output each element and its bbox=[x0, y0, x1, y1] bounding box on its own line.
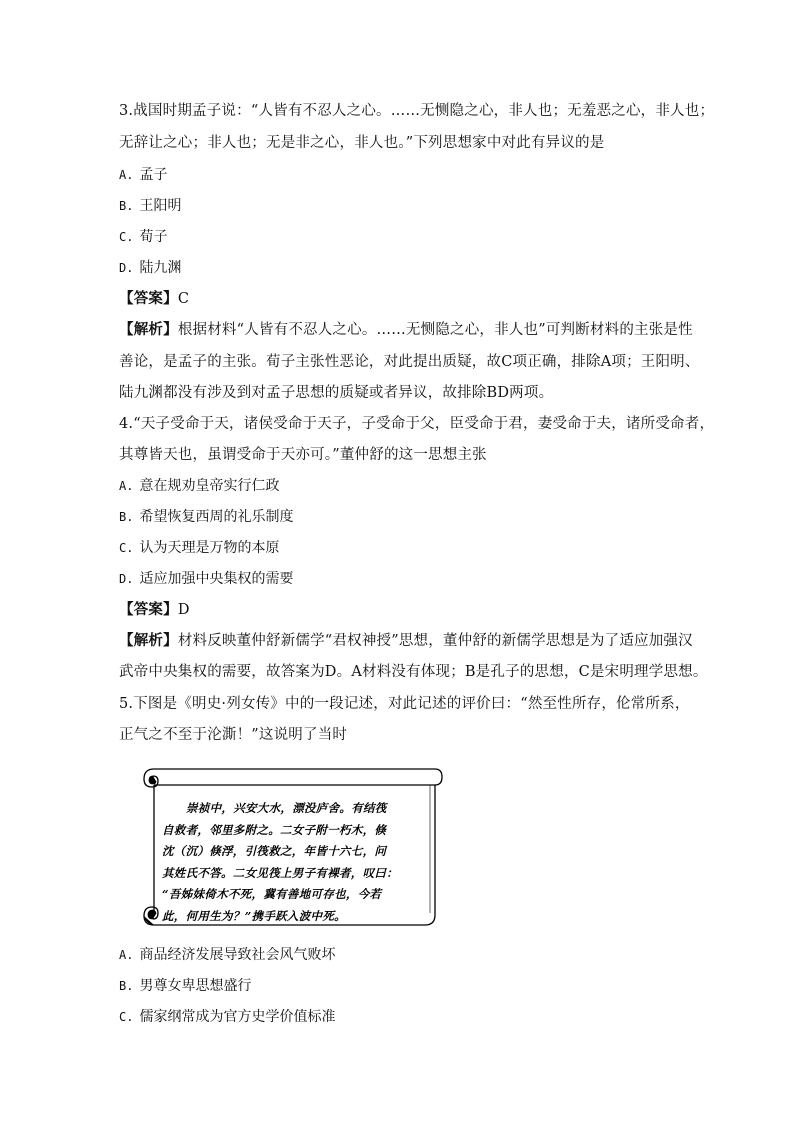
q3-option-c bbox=[119, 227, 167, 247]
scroll-line: “吾姊妹倚木不死，冀有善地可存也，今若 bbox=[162, 887, 382, 901]
analysis-text: 材料反映董仲舒新儒学“君权神授”思想，董仲舒的新儒学思想是为了适应加强汉 bbox=[177, 633, 693, 649]
q5-option-a bbox=[119, 945, 335, 965]
option-letter: A. bbox=[119, 479, 134, 493]
analysis-label: 【解析】 bbox=[119, 632, 178, 649]
scroll-line: 自救者，邻里多附之。二女子附一朽木，倏 bbox=[162, 822, 387, 837]
option-text: 希望恢复西周的礼乐制度 bbox=[139, 509, 294, 525]
scroll-line: 其姓氏不答。二女见筏上男子有裸者，叹曰： bbox=[162, 865, 398, 880]
option-letter: D. bbox=[119, 572, 134, 586]
answer-value: D bbox=[177, 602, 190, 618]
option-text: 荀子 bbox=[139, 229, 168, 245]
q4-analysis-line-1 bbox=[119, 631, 693, 651]
scroll-line: 崇祯中，兴安大水，漂没庐舍。有结筏 bbox=[186, 801, 387, 815]
q5-option-c bbox=[119, 1007, 335, 1027]
q3-option-b bbox=[119, 196, 181, 216]
q3-stem-line-1: 3.战国时期孟子说：“人皆有不忍人之心。……无恻隐之心，非人也；无羞恶之心，非人也； bbox=[119, 103, 715, 119]
q3-option-a bbox=[119, 165, 167, 185]
option-letter: C. bbox=[119, 1010, 134, 1024]
analysis-text: 根据材料“人皆有不忍人之心。……无恻隐之心，非人也”可判断材料的主张是性 bbox=[177, 322, 693, 338]
analysis-label: 【解析】 bbox=[119, 321, 178, 338]
option-text: 适应加强中央集权的需要 bbox=[139, 571, 294, 587]
option-letter: C. bbox=[119, 230, 134, 244]
option-text: 儒家纲常成为官方史学价值标准 bbox=[139, 1009, 336, 1025]
option-letter: B. bbox=[119, 510, 134, 524]
option-text: 商品经济发展导致社会风气败坏 bbox=[139, 947, 336, 963]
answer-label: 【答案】 bbox=[119, 601, 178, 618]
q3-analysis-line-1 bbox=[119, 320, 693, 340]
q4-stem-line-2: 其尊皆天也，虽谓受命于天亦可。”董仲舒的这一思想主张 bbox=[119, 447, 487, 463]
q4-option-b bbox=[119, 507, 293, 527]
q3-stem-line-2: 无辞让之心；非人也；无是非之心，非人也。”下列思想家中对此有异议的是 bbox=[119, 135, 605, 151]
q5-stem-line-2: 正气之不至于沦澌！”这说明了当时 bbox=[119, 727, 348, 743]
q3-analysis-line-3: 陆九渊都没有涉及到对孟子思想的质疑或者异议，故排除BD两项。 bbox=[119, 385, 554, 401]
option-text: 王阳明 bbox=[139, 198, 182, 214]
option-letter: A. bbox=[119, 948, 134, 962]
scroll-line: 此，何用生为？”携手跃入波中死。 bbox=[162, 908, 346, 923]
q4-analysis-line-2: 武帝中央集权的需要，故答案为D。A材料没有体现；B是孔子的思想，C是宋明理学思想。 bbox=[119, 664, 708, 680]
answer-label: 【答案】 bbox=[119, 290, 178, 307]
option-text: 孟子 bbox=[139, 167, 168, 183]
option-text: 男尊女卑思想盛行 bbox=[139, 978, 252, 994]
scroll-line: 沈（沉）倏浮，引筏救之，年皆十六七，问 bbox=[162, 844, 387, 858]
q3-answer bbox=[119, 289, 189, 309]
q3-option-d bbox=[119, 258, 181, 278]
q4-answer bbox=[119, 600, 190, 620]
option-letter: A. bbox=[119, 168, 134, 182]
q4-option-d bbox=[119, 569, 293, 589]
option-text: 意在规劝皇帝实行仁政 bbox=[139, 478, 280, 494]
option-letter: B. bbox=[119, 979, 134, 993]
option-text: 陆九渊 bbox=[139, 260, 182, 276]
option-text: 认为天理是万物的本原 bbox=[139, 540, 280, 556]
option-letter: B. bbox=[119, 199, 134, 213]
scroll-text bbox=[162, 798, 417, 927]
q5-option-b bbox=[119, 976, 251, 996]
q4-stem-line-1: 4.“天子受命于天，诸侯受命于天子，子受命于父，臣受命于君，妻受命于夫，诸所受命者， bbox=[119, 416, 715, 432]
answer-value: C bbox=[177, 291, 190, 307]
option-letter: C. bbox=[119, 541, 134, 555]
option-letter: D. bbox=[119, 261, 134, 275]
q5-stem-line-1: 5.下图是《明史·列女传》中的一段记述，对此记述的评价曰：“然至性所存，伦常所系， bbox=[119, 696, 690, 712]
q4-option-a bbox=[119, 476, 279, 496]
q3-analysis-line-2: 善论，是孟子的主张。荀子主张性恶论，对此提出质疑，故C项正确，排除A项；王阳明、 bbox=[119, 354, 700, 370]
q4-option-c bbox=[119, 538, 279, 558]
